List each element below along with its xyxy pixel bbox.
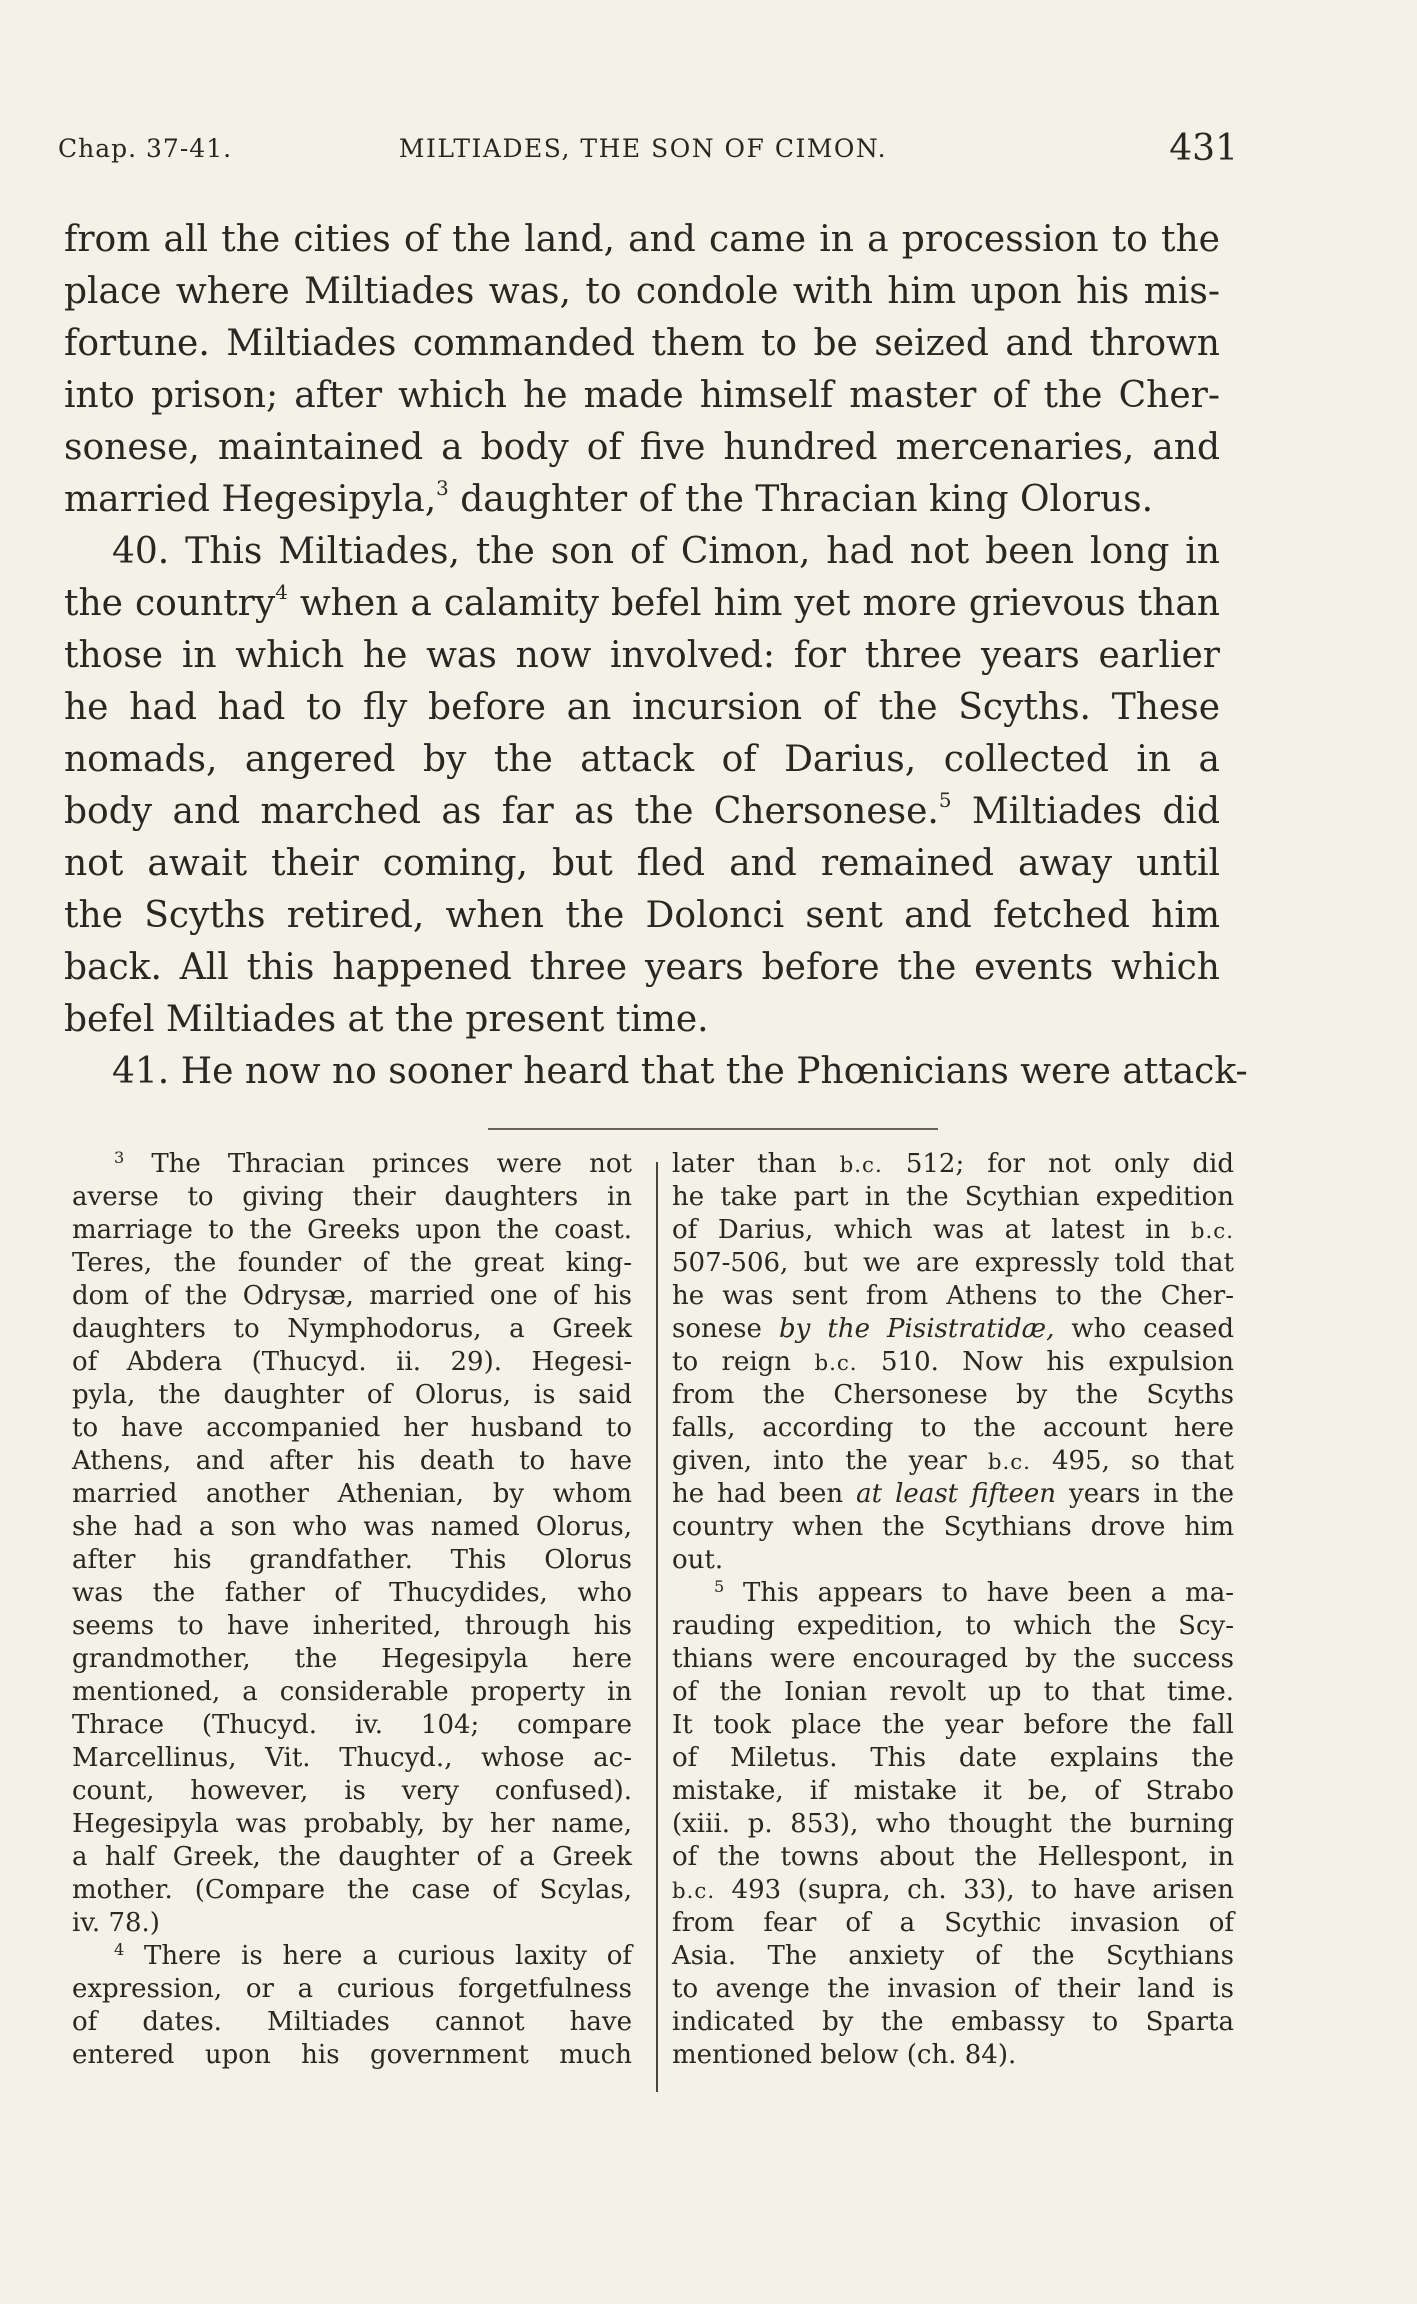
footnote-line xyxy=(72,1775,632,1808)
page-number: 431 xyxy=(1169,128,1238,169)
text-line xyxy=(64,318,1220,370)
footnote-line xyxy=(72,1214,632,1247)
line-text: expression, or a curious forgetfulness xyxy=(72,1974,632,2004)
footnote-line xyxy=(672,1940,1234,1973)
footnote-line xyxy=(72,1445,632,1478)
line-text: after his grandfather. This Olorus xyxy=(72,1545,632,1575)
footnote-line xyxy=(72,1808,632,1841)
text-line xyxy=(64,214,1220,266)
footnote-reference: 4 xyxy=(275,581,288,605)
footnote-line xyxy=(72,1412,632,1445)
line-text: not await their coming, but fled and remained away until xyxy=(64,843,1220,884)
line-text-cont: Miltiades did xyxy=(951,791,1220,832)
running-header xyxy=(58,128,1238,178)
footnote-line xyxy=(672,1973,1234,2006)
line-text: Athens, and after his death to have xyxy=(72,1446,632,1476)
line-text-cont: who ceased xyxy=(1054,1314,1234,1344)
chapter-reference: Chap. 37-41. xyxy=(58,134,233,163)
line-text: he had been xyxy=(672,1479,857,1509)
footnote-line xyxy=(72,1313,632,1346)
line-text: of the towns about the Hellespont, in xyxy=(672,1842,1234,1872)
footnote-marker: 4 xyxy=(114,1940,125,1960)
line-text: Teres, the founder of the great king- xyxy=(72,1248,632,1278)
line-text: she had a son who was named Olorus, xyxy=(72,1512,632,1542)
footnote-line xyxy=(672,1874,1234,1907)
line-text: of Miletus. This date explains the xyxy=(672,1743,1234,1773)
line-text: married another Athenian, by whom xyxy=(72,1479,632,1509)
line-text: thians were encouraged by the success xyxy=(672,1644,1234,1674)
line-text-cont: when a calamity befel him yet more grievous than xyxy=(287,583,1220,624)
footnote-line xyxy=(672,1214,1234,1247)
footnote-line xyxy=(72,1742,632,1775)
line-text: mentioned below (ch. 84). xyxy=(672,2040,1017,2070)
line-text: to reign xyxy=(672,1347,815,1377)
footnote-line xyxy=(72,1577,632,1610)
footnote-reference: 5 xyxy=(938,789,952,813)
text-line xyxy=(64,994,1220,1046)
text-line xyxy=(64,890,1220,942)
line-text: the Scyths retired, when the Dolonci sent and fetched him xyxy=(64,895,1220,936)
running-title: MILTIADES, THE SON OF CIMON. xyxy=(398,134,888,163)
line-text: There is here a curious laxity of xyxy=(124,1941,632,1971)
footnote-line xyxy=(672,1742,1234,1775)
line-text: grandmother, the Hegesipyla here xyxy=(72,1644,632,1674)
line-text: falls, according to the account here xyxy=(672,1413,1234,1443)
main-text xyxy=(64,214,1248,1098)
line-text: 41. He now no sooner heard that the Phœnicians were attack- xyxy=(112,1051,1248,1092)
text-line xyxy=(64,942,1220,994)
text-line xyxy=(64,630,1220,682)
footnote-line xyxy=(672,1313,1234,1346)
footnote-line xyxy=(672,1676,1234,1709)
line-text: count, however, is very confused). xyxy=(72,1776,632,1806)
footnote-line xyxy=(672,1280,1234,1313)
footnote-line xyxy=(672,2006,1234,2039)
footnote-line xyxy=(72,1247,632,1280)
footnote-separator-rule xyxy=(488,1128,938,1130)
line-text: was the father of Thucydides, who xyxy=(72,1578,632,1608)
footnote-line xyxy=(672,1577,1234,1610)
footnote-line xyxy=(672,1841,1234,1874)
footnote-line xyxy=(672,1775,1234,1808)
line-text: Hegesipyla was probably, by her name, xyxy=(72,1809,632,1839)
line-text: fortune. Miltiades commanded them to be seized and thrown xyxy=(64,323,1220,364)
line-text: he take part in the Scythian expedition xyxy=(672,1182,1234,1212)
line-text: of Abdera (Thucyd. ii. 29). Hegesi- xyxy=(72,1347,632,1377)
line-text: mentioned, a considerable property in xyxy=(72,1677,632,1707)
footnote-line xyxy=(672,1346,1234,1379)
line-text: married Hegesipyla, xyxy=(64,479,437,520)
line-text: from all the cities of the land, and came in a procession to the xyxy=(64,219,1220,260)
line-text: those in which he was now involved: for three years earlier xyxy=(64,635,1220,676)
line-text: Marcellinus, Vit. Thucyd., whose ac- xyxy=(72,1743,632,1773)
line-text: a half Greek, the daughter of a Greek xyxy=(72,1842,632,1872)
footnotes-right-column xyxy=(672,1148,1234,2072)
footnote-line xyxy=(72,2006,632,2039)
line-text: mistake, if mistake it be, of Strabo xyxy=(672,1776,1234,1806)
line-text: daughters to Nymphodorus, a Greek xyxy=(72,1314,632,1344)
text-line xyxy=(64,734,1220,786)
footnote-line xyxy=(672,1709,1234,1742)
footnote-line xyxy=(72,1676,632,1709)
footnote-line xyxy=(672,1610,1234,1643)
italic-text: at least fifteen xyxy=(856,1479,1057,1509)
footnote-line xyxy=(72,1610,632,1643)
line-text: back. All this happened three years before the events which xyxy=(64,947,1220,988)
line-text: out. xyxy=(672,1545,724,1575)
line-text: of dates. Miltiades cannot have xyxy=(72,2007,632,2037)
small-caps-era: b.c. xyxy=(1190,1219,1234,1244)
line-text: into prison; after which he made himself master of the Cher- xyxy=(64,375,1220,416)
footnote-line xyxy=(72,1940,632,1973)
line-text: country when the Scythians drove him xyxy=(672,1512,1234,1542)
footnote-line xyxy=(72,1973,632,2006)
line-text: pyla, the daughter of Olorus, is said xyxy=(72,1380,632,1410)
small-caps-era: b.c. xyxy=(672,1879,716,1904)
line-text-cont: 493 (supra, ch. 33), to have arisen xyxy=(715,1875,1234,1905)
small-caps-era: b.c. xyxy=(839,1153,883,1178)
text-line xyxy=(64,682,1220,734)
line-text: iv. 78.) xyxy=(72,1908,160,1938)
footnote-line xyxy=(72,1643,632,1676)
line-text: he was sent from Athens to the Cher- xyxy=(672,1281,1234,1311)
text-line xyxy=(64,266,1220,318)
line-text-cont: years in the xyxy=(1056,1479,1234,1509)
small-caps-era: b.c. xyxy=(987,1450,1031,1475)
footnote-line xyxy=(72,1907,632,1940)
column-divider xyxy=(656,1162,658,2092)
footnote-line xyxy=(72,1379,632,1412)
line-text: place where Miltiades was, to condole with him upon his mis- xyxy=(64,271,1220,312)
footnote-line xyxy=(72,1148,632,1181)
line-text: of the Ionian revolt up to that time. xyxy=(672,1677,1234,1707)
text-line xyxy=(64,1046,1248,1098)
line-text: entered upon his government much xyxy=(72,2040,632,2070)
footnote-line xyxy=(72,1511,632,1544)
footnote-line xyxy=(672,1544,1234,1577)
line-text-cont: 512; for not only did xyxy=(882,1149,1234,1179)
text-line xyxy=(64,838,1220,890)
footnote-line xyxy=(672,1478,1234,1511)
footnote-line xyxy=(672,1445,1234,1478)
text-line xyxy=(64,526,1220,578)
footnotes-left-column xyxy=(72,1148,632,2072)
footnote-line xyxy=(672,1379,1234,1412)
footnote-line xyxy=(672,1808,1234,1841)
text-line xyxy=(64,474,1220,526)
footnote-reference: 3 xyxy=(436,477,449,501)
line-text-cont: daughter of the Thracian king Olorus. xyxy=(448,479,1154,520)
line-text-cont: 495, so that xyxy=(1030,1446,1234,1476)
footnote-marker: 5 xyxy=(714,1577,725,1597)
line-text: of Darius, which was at latest in xyxy=(672,1215,1191,1245)
text-line xyxy=(64,370,1220,422)
footnote-line xyxy=(72,1346,632,1379)
line-text: The Thracian princes were not xyxy=(124,1149,632,1179)
footnote-line xyxy=(72,1544,632,1577)
line-text: nomads, angered by the attack of Darius, collected in a xyxy=(64,739,1220,780)
footnote-line xyxy=(72,1280,632,1313)
line-text: sonese xyxy=(672,1314,779,1344)
line-text: to avenge the invasion of their land is xyxy=(672,1974,1234,2004)
line-text: This appears to have been a ma- xyxy=(724,1578,1234,1608)
footnote-line xyxy=(72,1478,632,1511)
line-text: mother. (Compare the case of Scylas, xyxy=(72,1875,632,1905)
line-text: indicated by the embassy to Sparta xyxy=(672,2007,1234,2037)
line-text: rauding expedition, to which the Scy- xyxy=(672,1611,1234,1641)
line-text-cont: 510. Now his expulsion xyxy=(857,1347,1234,1377)
line-text: It took place the year before the fall xyxy=(672,1710,1234,1740)
line-text: he had had to fly before an incursion of the Scyths. These xyxy=(64,687,1220,728)
line-text: the country xyxy=(64,583,276,624)
line-text: 40. This Miltiades, the son of Cimon, had not been long in xyxy=(112,531,1220,572)
footnote-line xyxy=(72,1874,632,1907)
text-line xyxy=(64,786,1220,838)
line-text: sonese, maintained a body of five hundred mercenaries, and xyxy=(64,427,1220,468)
line-text: dom of the Odrysæ, married one of his xyxy=(72,1281,632,1311)
footnote-line xyxy=(672,1643,1234,1676)
footnote-line xyxy=(72,2039,632,2072)
footnote-line xyxy=(672,1412,1234,1445)
footnote-line xyxy=(72,1709,632,1742)
line-text: later than xyxy=(672,1149,840,1179)
footnote-line xyxy=(672,2039,1234,2072)
footnote-line xyxy=(672,1181,1234,1214)
line-text: averse to giving their daughters in xyxy=(72,1182,632,1212)
line-text: from the Chersonese by the Scyths xyxy=(672,1380,1234,1410)
line-text: marriage to the Greeks upon the coast. xyxy=(72,1215,632,1245)
footnote-line xyxy=(672,1148,1234,1181)
footnote-line xyxy=(672,1511,1234,1544)
line-text: from fear of a Scythic invasion of xyxy=(672,1908,1234,1938)
line-text: 507-506, but we are expressly told that xyxy=(672,1248,1234,1278)
footnote-marker: 3 xyxy=(114,1148,125,1168)
footnote-line xyxy=(672,1247,1234,1280)
line-text: body and marched as far as the Chersonese. xyxy=(64,791,939,832)
line-text: to have accompanied her husband to xyxy=(72,1413,632,1443)
line-text: Asia. The anxiety of the Scythians xyxy=(672,1941,1234,1971)
footnote-line xyxy=(72,1181,632,1214)
line-text: given, into the year xyxy=(672,1446,988,1476)
line-text: befel Miltiades at the present time. xyxy=(64,999,709,1040)
small-caps-era: b.c. xyxy=(814,1351,858,1376)
line-text: (xiii. p. 853), who thought the burning xyxy=(672,1809,1234,1839)
footnote-line xyxy=(72,1841,632,1874)
footnote-line xyxy=(672,1907,1234,1940)
text-line xyxy=(64,578,1220,630)
text-line xyxy=(64,422,1220,474)
line-text: Thrace (Thucyd. iv. 104; compare xyxy=(72,1710,632,1740)
line-text: seems to have inherited, through his xyxy=(72,1611,632,1641)
italic-text: by the Pisistratidæ, xyxy=(778,1314,1055,1344)
